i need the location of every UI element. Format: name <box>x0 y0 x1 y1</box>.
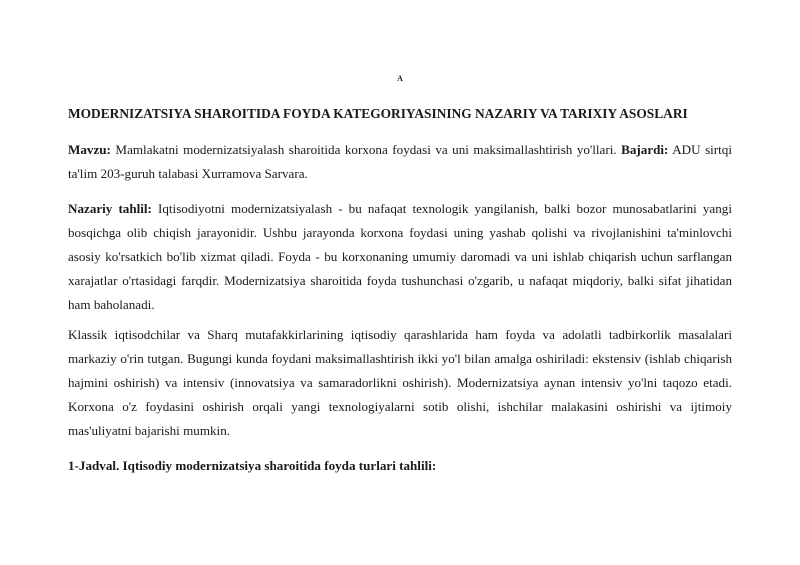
classic-paragraph: Klassik iqtisodchilar va Sharq mutafakkirlarining iqtisodiy qarashlarida ham foyda va adolatli tadbirkorlik masalalari markaziy o'rin tutgan. Bugungi kunda foydani maksimallashtirish ikki yo'l bilan amalga oshiriladi: ekstensiv (ishlab chiqarish hajmini oshirish) va intensiv (innovatsiya va samaradorlikni oshirish). Modernizatsiya aynan intensiv yo'lni taqozo etadi. Korxona o'z foydasini oshirish orqali yangi texnologiyalarni sotib olishi, ishchilar malakasini oshirishi va ijtimoiy mas'uliyatni bajarishi mumkin. <box>68 327 732 438</box>
topic-text: Mamlakatni modernizatsiyalash sharoitida korxona foydasi va uni maksimallashtirish yo'llari. <box>115 142 617 157</box>
author-label: Bajardi: <box>621 142 669 157</box>
topic-paragraph <box>68 138 732 186</box>
table-caption: 1-Jadval. Iqtisodiy modernizatsiya sharoitida foyda turlari tahlili: <box>68 458 437 473</box>
theory-paragraph <box>68 197 732 317</box>
document-title: MODERNIZATSIYA SHAROITIDA FOYDA KATEGORIYASINING NAZARIY VA TARIXIY ASOSLARI <box>68 106 688 121</box>
author-text: ADU sirtqi ta'lim 203-guruh talabasi Xurramova Sarvara. <box>68 142 732 181</box>
theory-text: Iqtisodiyotni modernizatsiyalash - bu nafaqat texnologik yangilanish, balki bozor munosabatlarini yangi bosqichga olib chiqish jarayonidir. Ushbu jarayonda korxona foydasi uning yashab qolishi va rivojlanishini ta'minlovchi asosiy ko'rsatkich bo'lib xizmat qiladi. Foyda - bu korxonaning umumiy daromadi va uni ishlab chiqarish uchun sarflangan xarajatlar o'rtasidagi farqdir. Modernizatsiya sharoitida foyda tushunchasi o'zgarib, u nafaqat miqdoriy, balki sifat jihatidan ham baholanadi. <box>68 201 732 312</box>
theory-label: Nazariy tahlil: <box>68 201 152 216</box>
document-page <box>68 0 732 565</box>
topic-label: Mavzu: <box>68 142 111 157</box>
header-mark: A <box>397 74 403 83</box>
